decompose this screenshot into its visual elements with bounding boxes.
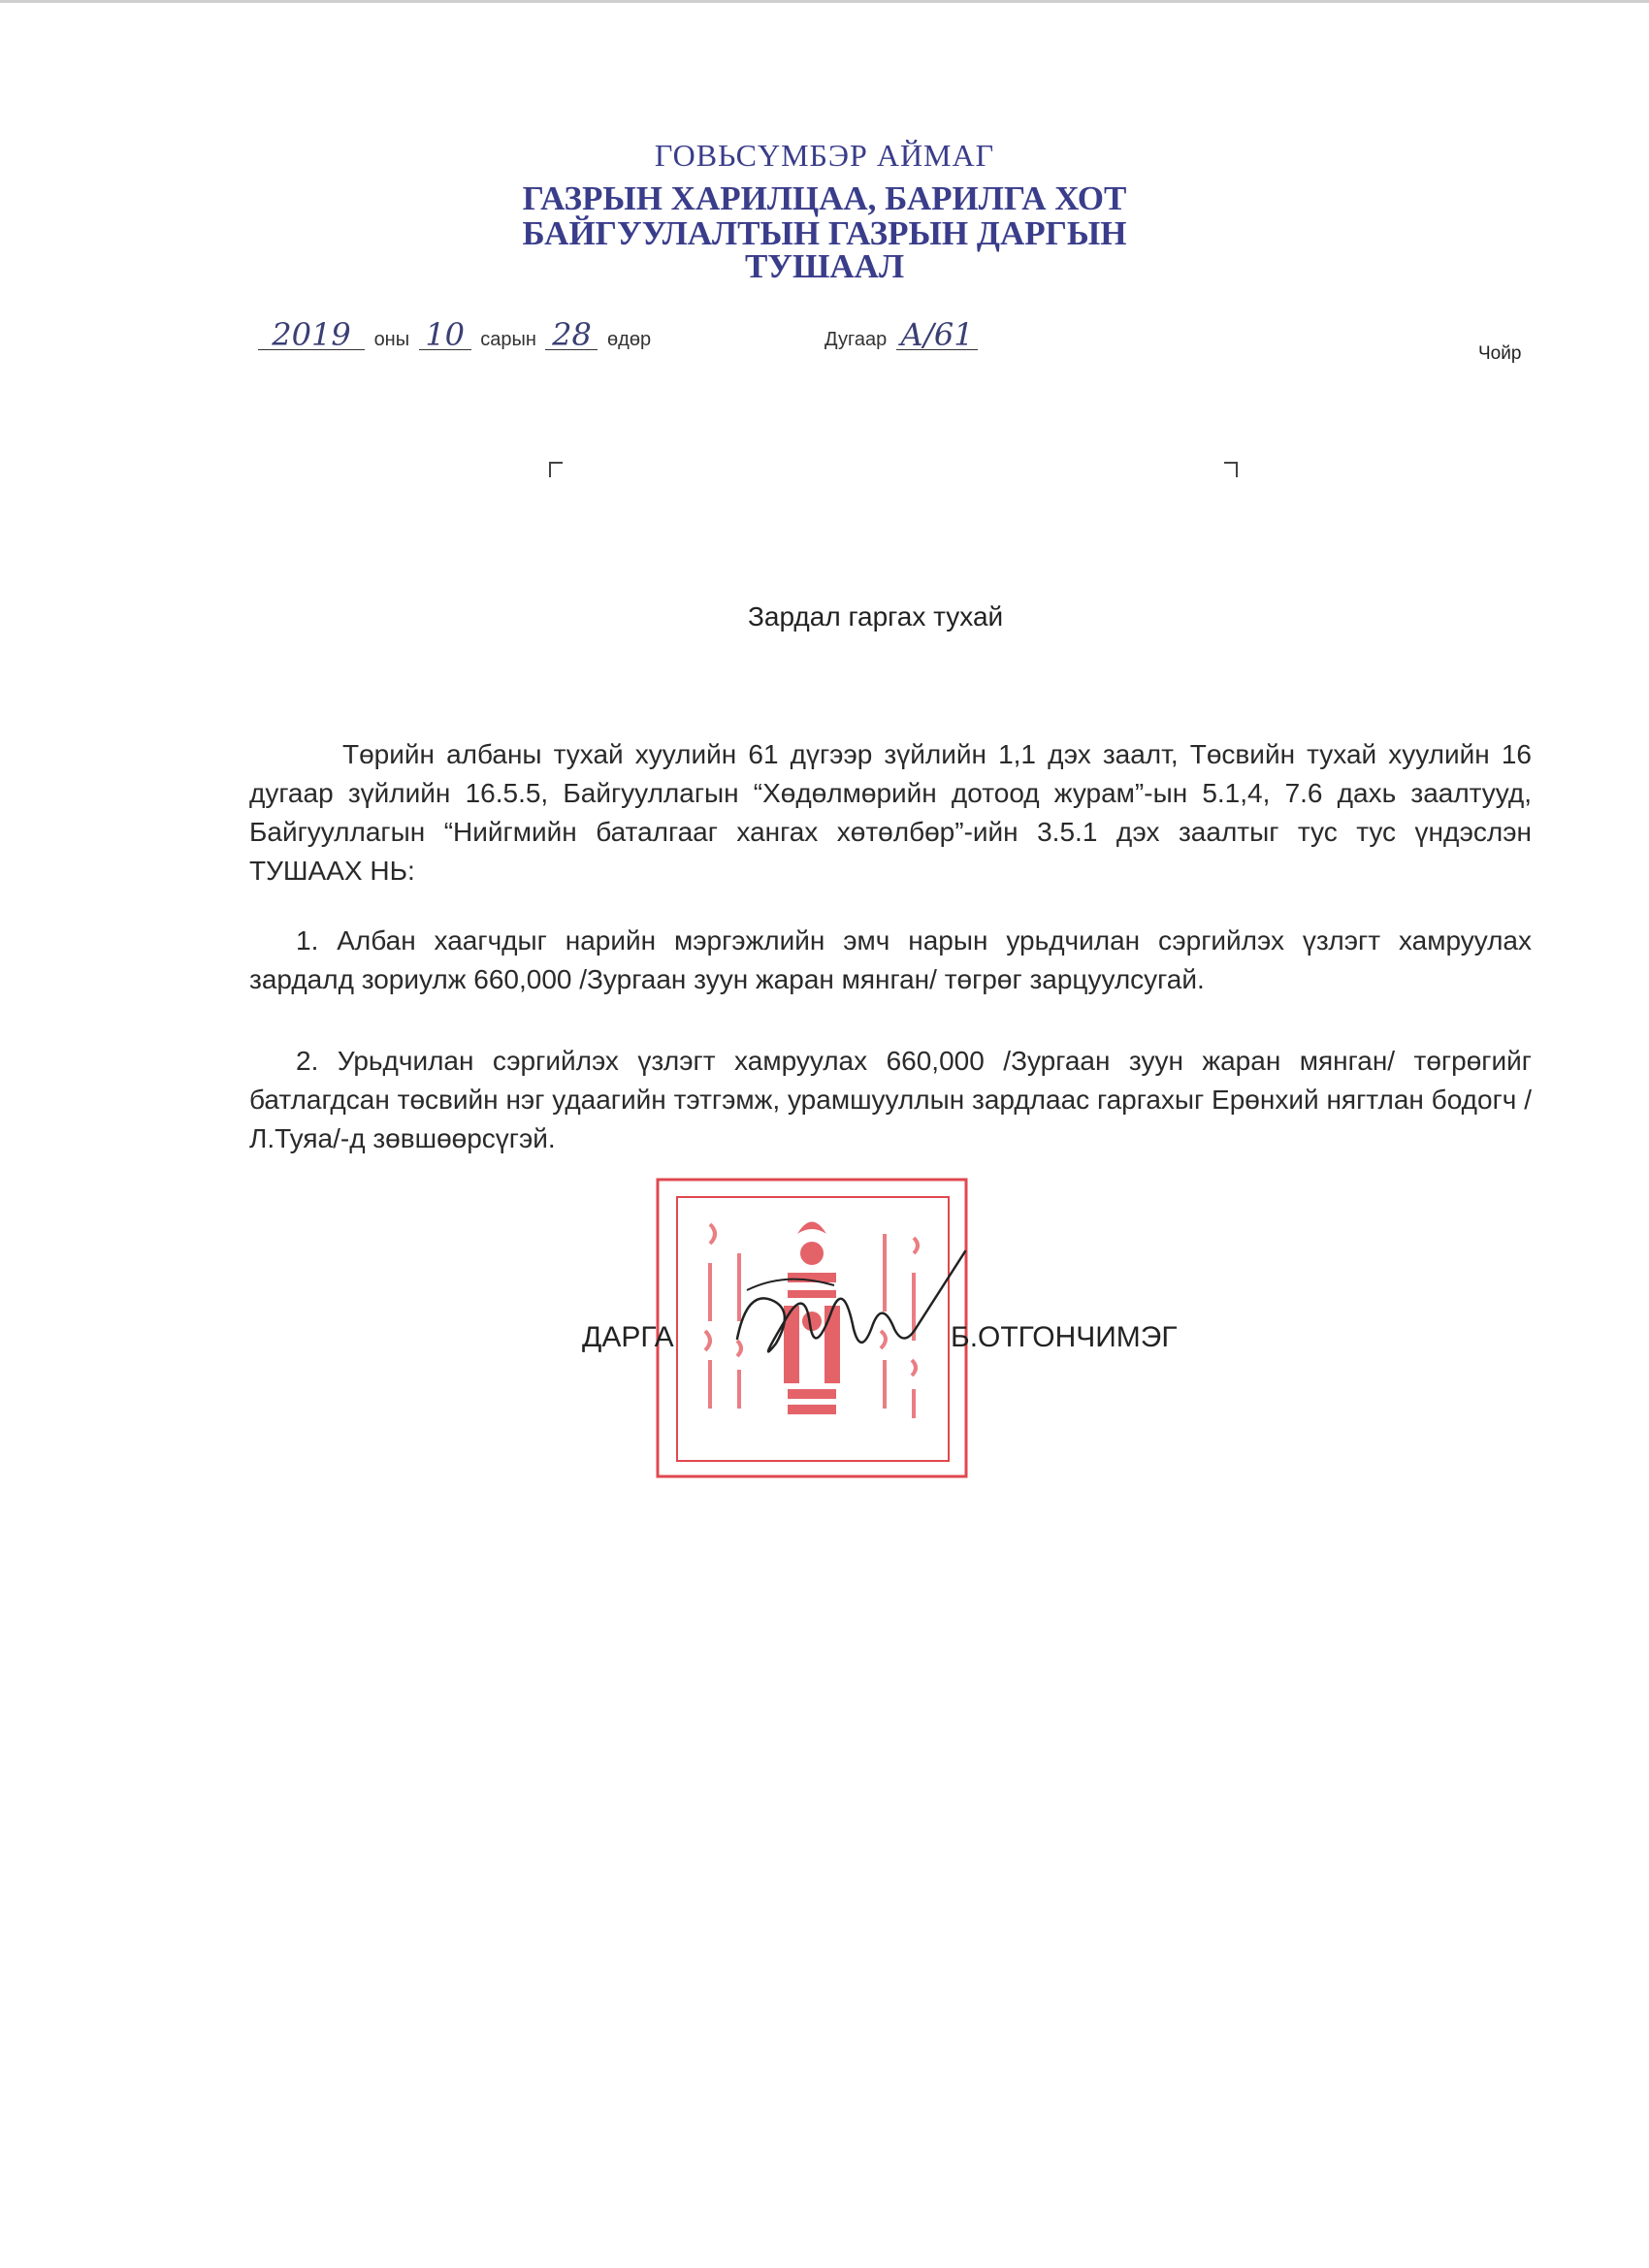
header-line-3: ТУШААЛ xyxy=(744,247,905,285)
order-number xyxy=(821,316,978,353)
date-day-label: өдөр xyxy=(607,329,652,350)
header-line-1: ГАЗРЫН ХАРИЛЦАА, БАРИЛГА ХОТ xyxy=(522,179,1127,217)
date-month-label: сарын xyxy=(480,329,536,350)
top-edge-line xyxy=(0,0,1649,3)
place-name: Чойр xyxy=(1478,343,1522,364)
preamble-paragraph: Төрийн албаны тухай хуулийн 61 дүгээр зүйлийн 1,1 дэх заалт, Төсвийн тухай хуулийн 16 дугаар зүйлийн 16.5.5, Байгууллагын “Хөдөлмөрийн дотоод журам”-ын 5.1,4, 7.6 дахь заалтууд, Байгууллагын “Нийгмийн баталгааг хангах хөтөлбөр”-ийн 3.5.1 дэх заалтыг тус тус үндэслэн ТУШААХ НЬ: xyxy=(249,739,1532,886)
address-bracket-left xyxy=(549,462,563,477)
signatory-role: ДАРГА xyxy=(582,1321,674,1353)
address-bracket-right xyxy=(1224,462,1238,477)
date-line xyxy=(258,316,655,353)
handwritten-signature xyxy=(718,1232,970,1377)
order-item-2: 2. Урьдчилан сэргийлэх үзлэгт хамруулах 660,000 /Зургаан зуун жаран мянган/ төгрөгийг батлагдсан төсвийн нэг удаагийн тэтгэмж, урамшууллын зардлаас гаргахыг Ерөнхий нягтлан бодогч /Л.Туяа/-д зөвшөөрсүгэй. xyxy=(249,1046,1532,1153)
order-number-value: А/61 xyxy=(896,320,978,350)
date-month: 10 xyxy=(419,320,471,350)
header-line-2: БАЙГУУЛАЛТЫН ГАЗРЫН ДАРГЫН xyxy=(522,214,1127,252)
date-year: 2019 xyxy=(258,320,365,350)
signatory-name: Б.ОТГОНЧИМЭГ xyxy=(951,1321,1178,1353)
date-day: 28 xyxy=(545,320,598,350)
order-number-label: Дугаар xyxy=(824,329,888,350)
document-title: Зардал гаргах тухай xyxy=(748,601,1004,632)
order-item-1: 1. Албан хаагчдыг нарийн мэргэжлийн эмч нарын урьдчилан сэргийлэх үзлэгт хамруулах зардалд зориулж 660,000 /Зургаан зуун жаран мянган/ төгрөг зарцуулсугай. xyxy=(249,925,1532,994)
header-aimag: ГОВЬСҮМБЭР АЙМАГ xyxy=(654,138,995,173)
date-year-label: оны xyxy=(373,329,410,350)
